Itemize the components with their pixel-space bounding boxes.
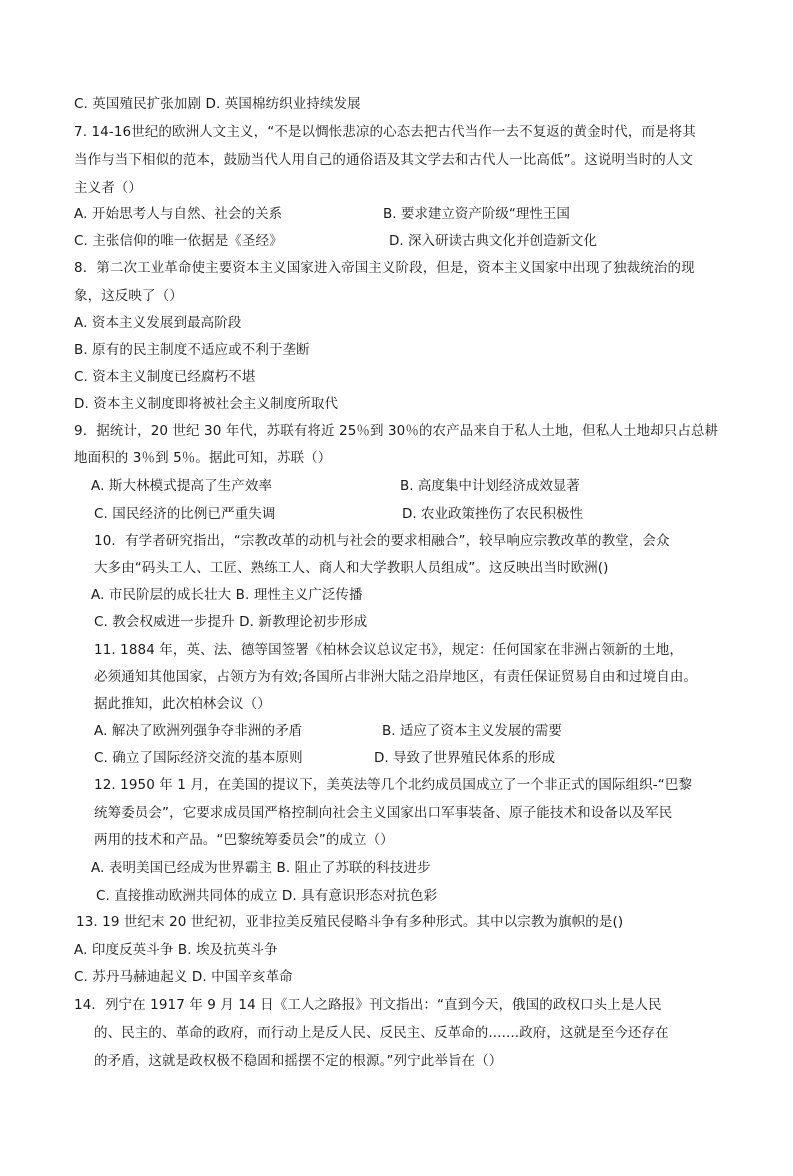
q7-option-b: B. 要求建立资产阶级“理性王国 [383,206,570,222]
q14-stem-line2: 的、民主的、革命的政府，而行动上是反人民、反民主、反革命的.......政府，这就是至今还存在 [94,1025,669,1041]
q6-options-cd: C. 英国殖民扩张加剧 D. 英国棉纺织业持续发展 [74,96,361,112]
q12-stem-line3: 两用的技术和产品。“巴黎统筹委员会”的成立（） [94,832,394,848]
q8-stem-line2: 象，这反映了（） [74,288,183,304]
q10-stem-line1: 10．有学者研究指出，“宗教改革的动机与社会的要求相融合”，较早响应宗教改革的教堂，会众 [94,533,670,549]
q11-stem-line2: 必须通知其他国家，占领方为有效;各国所占非洲大陆之沿岸地区，有责任保证贸易自由和过境自由。 [94,669,698,685]
q7-option-d: D. 深入研读古典文化并创造新文化 [389,233,597,249]
q12-stem-line1: 12. 1950 年 1 月，在美国的提议下，美英法等几个北约成员国成立了一个非正式的国际组织-“巴黎 [94,777,693,793]
q13-options-cd: C. 苏丹马赫迪起义 D. 中国辛亥革命 [74,969,293,985]
q9-option-a: A. 斯大林模式提高了生产效率 [91,478,273,494]
q12-options-cd: C. 直接推动欧洲共同体的成立 D. 具有意识形态对抗色彩 [96,888,438,904]
q8-option-d: D. 资本主义制度即将被社会主义制度所取代 [74,396,339,412]
q9-option-b: B. 高度集中计划经济成效显著 [400,478,580,494]
q7-stem-line3: 主义者（） [74,180,142,196]
q10-options-cd: C. 教会权威进一步提升 D. 新教理论初步形成 [94,614,368,630]
q8-option-a: A. 资本主义发展到最高阶段 [74,315,242,331]
q7-stem-line2: 当作与当下相似的范本，鼓励当代人用自己的通俗语及其文学去和古代人一比高低”。这说明当时的人文 [74,152,694,168]
q8-option-c: C. 资本主义制度已经腐朽不堪 [74,369,256,385]
q14-stem-line3: 的矛盾，这就是政权极不稳固和摇摆不定的根源。”列宁此举旨在（） [94,1053,503,1069]
q7-option-c: C. 主张信仰的唯一依据是《圣经》 [74,233,283,249]
q8-stem-line1: 8．第二次工业革命使主要资本主义国家进入帝国主义阶段，但是，资本主义国家中出现了独裁统治的现 [74,260,695,276]
q10-stem-line2: 大多由“码头工人、工匠、熟练工人、商人和大学教职人员组成”。这反映出当时欧洲() [94,560,609,576]
q9-stem-line1: 9．据统计，20 世纪 30 年代，苏联有将近 25％到 30％的农产品来自于私人土地，但私人土地却只占总耕 [74,423,719,439]
q11-stem-line3: 据此推知，此次柏林会议（） [94,696,271,712]
q7-stem-line1: 7. 14-16世纪的欧洲人文主义，“不是以惆怅悲凉的心态去把古代当作一去不复返的黄金时代，而是将其 [74,124,696,140]
q9-option-c: C. 国民经济的比例已严重失调 [94,506,276,522]
q13-options-ab: A. 印度反英斗争 B. 埃及抗英斗争 [74,942,278,958]
q12-options-ab: A. 表明美国已经成为世界霸主 B. 阻止了苏联的科技进步 [91,860,431,876]
q11-stem-line1: 11. 1884 年，英、法、德等国签署《柏林会议总议定书》，规定：任何国家在非洲占领新的土地， [94,642,683,658]
q11-option-a: A. 解决了欧洲列强争夺非洲的矛盾 [94,723,303,739]
q12-stem-line2: 统筹委员会”，它要求成员国严格控制向社会主义国家出口军事装备、原子能技术和设备以及军民 [94,805,673,821]
q10-options-ab: A. 市民阶层的成长壮大 B. 理性主义广泛传播 [91,587,363,603]
q13-stem: 13. 19 世纪末 20 世纪初，亚非拉美反殖民侵略斗争有多种形式。其中以宗教为旗帜的是() [76,914,624,930]
q11-option-d: D. 导致了世界殖民体系的形成 [374,750,555,766]
q11-option-b: B. 适应了资本主义发展的需要 [382,723,562,739]
q11-option-c: C. 确立了国际经济交流的基本原则 [94,750,303,766]
q14-stem-line1: 14．列宁在 1917 年 9 月 14 日《工人之路报》刊文指出：“直到今天，俄国的政权口头上是人民 [74,997,662,1013]
q7-option-a: A. 开始思考人与自然、社会的关系 [74,206,283,222]
q8-option-b: B. 原有的民主制度不适应或不利于垄断 [74,342,310,358]
q9-stem-line2: 地面积的 3％到 5％。据此可知，苏联（） [74,450,332,466]
q9-option-d: D. 农业政策挫伤了农民积极性 [402,506,583,522]
